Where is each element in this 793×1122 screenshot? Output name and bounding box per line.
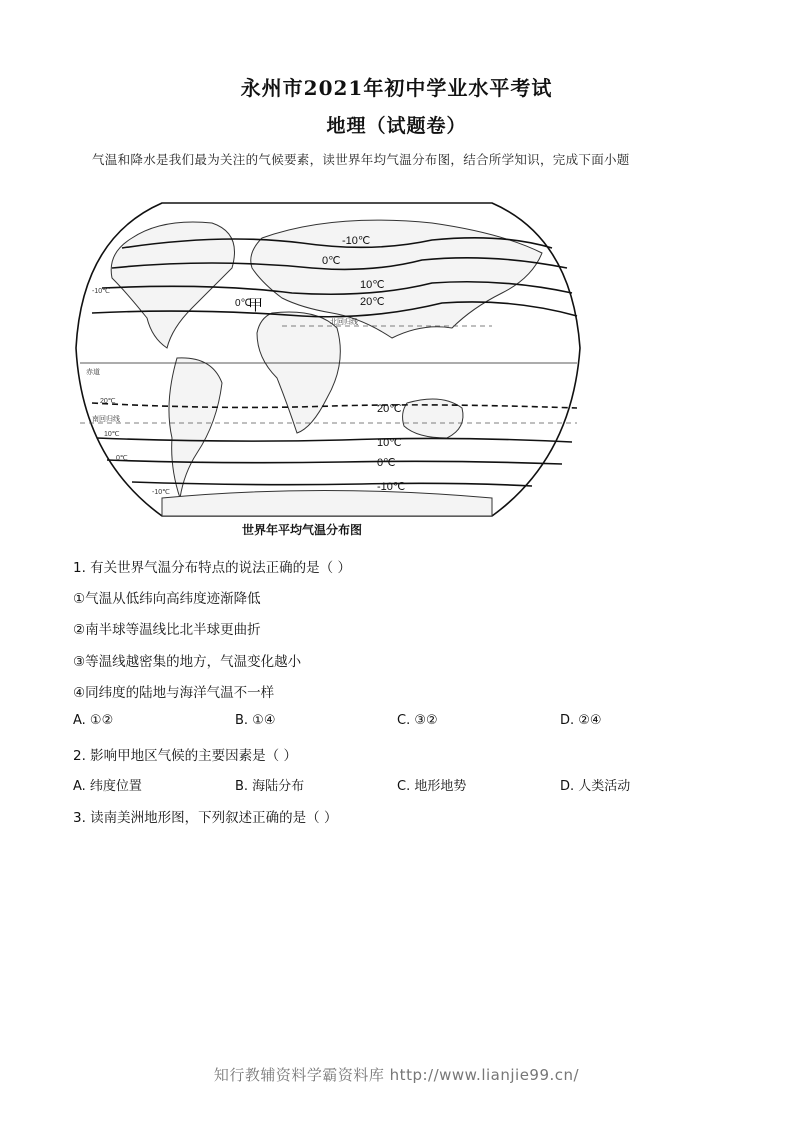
q2-option-a[interactable]: A. 纬度位置 [73,779,142,794]
label-s-10: 10℃ [377,437,402,449]
left-label-4: 0℃ [116,455,128,462]
label-s-20: 20℃ [377,403,402,415]
footer-watermark: 知行教辅资料学霸资料库 http://www.lianjie99.cn/ [213,1066,580,1084]
q1-option-a[interactable]: A. ①② [73,713,114,728]
question-3-stem: 3. 读南美洲地形图，下列叙述正确的是（ ） [73,810,338,826]
left-label-2: 20℃ [100,398,116,405]
left-label-1: -10℃ [92,288,110,295]
label-n-20: 20℃ [360,296,385,308]
label-s-0: 0℃ [377,457,396,469]
question-1-stem: 1. 有关世界气温分布特点的说法正确的是（ ） [73,560,351,576]
marker-jia: 甲 [248,297,264,314]
q1-option-d[interactable]: D. ②④ [560,713,602,728]
label-n-minus10: -10℃ [342,235,371,247]
marker-temp-label: 0℃ [235,298,252,309]
label-n-10: 10℃ [360,279,385,291]
label-n-0: 0℃ [322,255,341,267]
page-title: 永州市2021年初中学业水平考试 [240,76,553,100]
q2-option-d[interactable]: D. 人类活动 [560,779,631,794]
q2-option-c[interactable]: C. 地形地势 [397,779,467,794]
map-caption: 世界年平均气温分布图 [241,523,363,537]
statement-2: ②南半球等温线比北半球更曲折 [73,622,261,638]
label-s-minus10: -10℃ [377,481,406,493]
statement-1: ①气温从低纬向高纬度迹渐降低 [73,591,261,607]
equator-label: 赤道 [86,369,100,376]
world-temperature-map [72,198,584,538]
page-subtitle: 地理（试题卷） [326,115,467,137]
question-2-stem: 2. 影响甲地区气候的主要因素是（ ） [73,748,297,764]
q1-option-c[interactable]: C. ③② [397,713,438,728]
tropic-south-label: 南回归线 [92,416,120,423]
left-label-3: 10℃ [104,431,120,438]
tropic-north-label: 北回归线 [330,319,358,326]
antarctica [162,491,492,517]
q2-option-b[interactable]: B. 海陆分布 [235,779,305,794]
q1-option-b[interactable]: B. ①④ [235,713,276,728]
left-label-5: -10℃ [152,489,170,496]
statement-3: ③等温线越密集的地方，气温变化越小 [73,654,302,670]
intro-text: 气温和降水是我们最为关注的气候要素，读世界年均气温分布图，结合所学知识，完成下面小题 [92,152,630,167]
statement-4: ④同纬度的陆地与海洋气温不一样 [73,685,275,701]
